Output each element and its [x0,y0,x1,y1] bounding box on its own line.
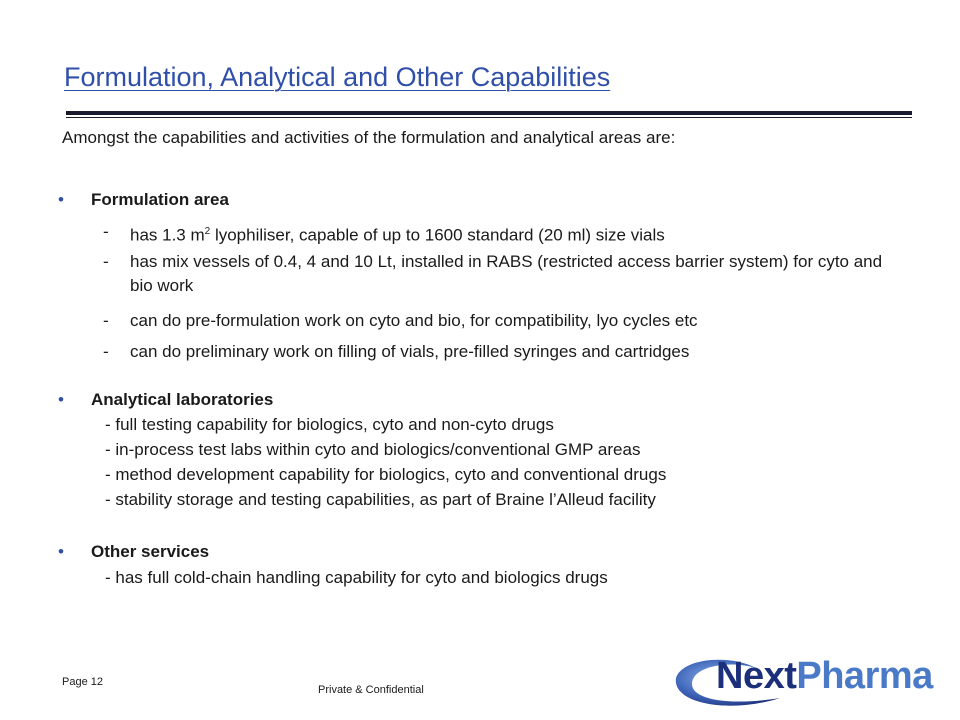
list-item: - has full cold-chain handling capability for cyto and biologics drugs [105,568,608,587]
list-item [103,340,883,364]
section-other-services [58,542,918,602]
dash-marker: - [103,222,109,241]
list-item [103,309,883,333]
list-item: - stability storage and testing capabilities, as part of Braine l’Alleud facility [105,490,656,509]
item-text: can do preliminary work on filling of vials, pre-filled syringes and cartridges [130,342,690,361]
bullet-icon: • [58,542,64,561]
section-analytical [58,390,918,520]
logo-text-pharma: Pharma [796,655,933,697]
title-divider-thin [66,117,912,118]
list-item: - full testing capability for biologics, cyto and non-cyto drugs [105,415,554,434]
bullet-icon: • [58,390,64,409]
item-text: can do pre-formulation work on cyto and bio, for compatibility, lyo cycles etc [130,311,698,330]
title-divider-thick [66,111,912,115]
intro-text: Amongst the capabilities and activities of the formulation and analytical areas are: [62,128,676,147]
list-item [103,250,883,298]
section-formulation [58,190,918,370]
list-item [103,220,883,248]
logo-wordmark [716,655,933,698]
list-item: - in-process test labs within cyto and biologics/conventional GMP areas [105,440,641,459]
dash-marker: - [103,252,109,271]
section-heading: Other services [91,542,210,561]
bullet-icon: • [58,190,64,209]
section-heading: Formulation area [91,190,229,209]
item-superscript: 2 [204,226,211,237]
dash-marker: - [103,311,109,330]
page-number: Page 12 [62,676,103,688]
logo-text-next: Next [716,655,797,697]
confidentiality-note: Private & Confidential [318,684,424,696]
dash-marker: - [103,342,109,361]
page-title: Formulation, Analytical and Other Capabilities [64,62,611,92]
nextpharma-logo [670,652,933,710]
item-text: has mix vessels of 0.4, 4 and 10 Lt, installed in RABS (restricted access barrier system) for cyto and bio work [130,252,883,295]
item-text-post: lyophiliser, capable of up to 1600 standard (20 ml) size vials [210,225,665,245]
list-item: - method development capability for biologics, cyto and conventional drugs [105,465,667,484]
item-text-pre: has 1.3 m [130,225,205,245]
section-heading: Analytical laboratories [91,390,274,409]
